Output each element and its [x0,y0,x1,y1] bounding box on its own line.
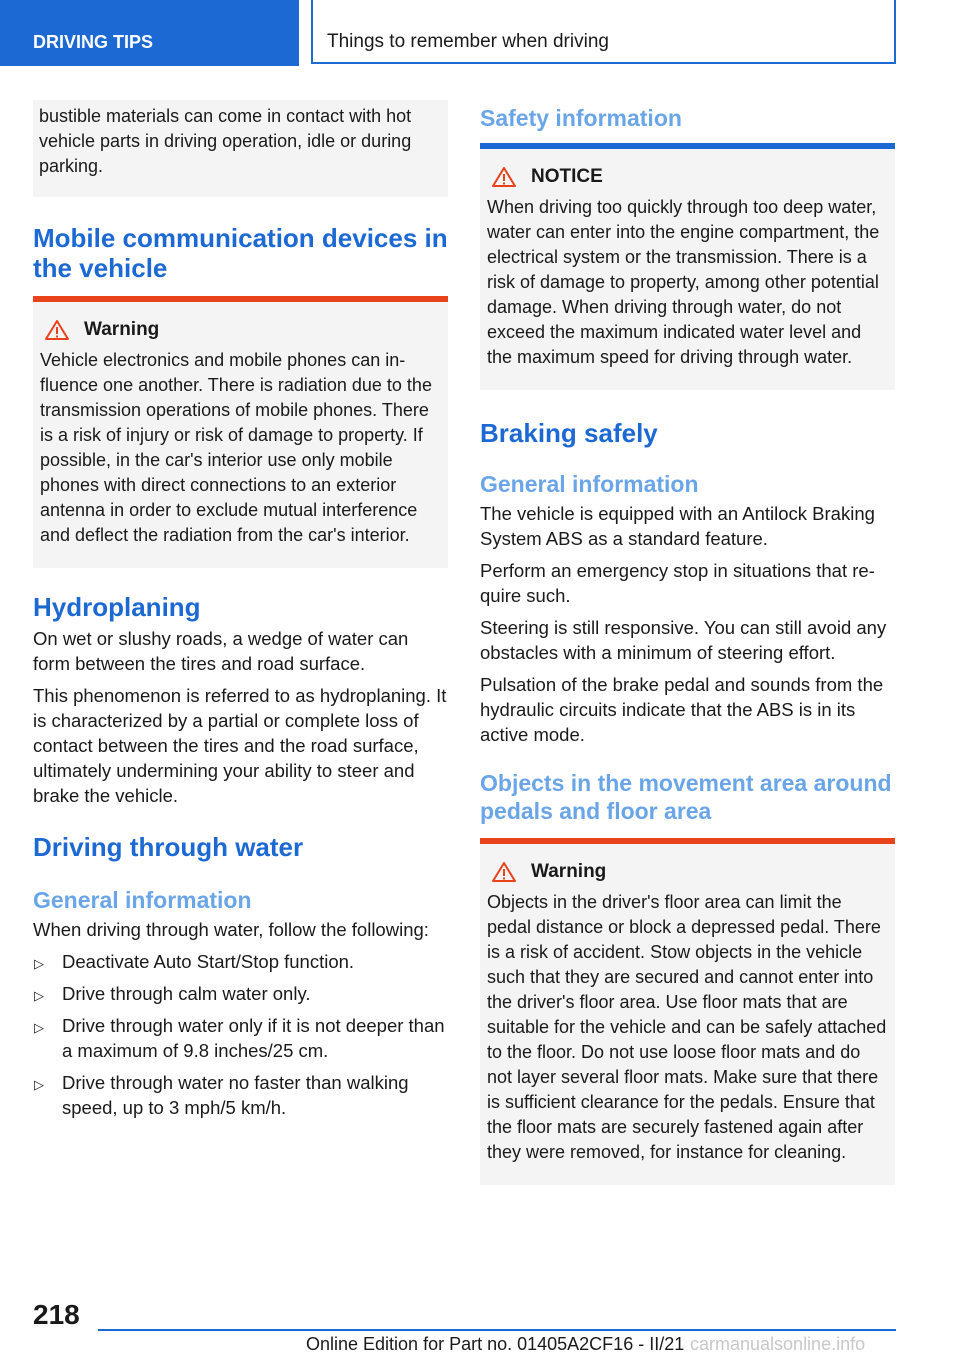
list-item: ▷ Deactivate Auto Start/Stop function. [33,949,448,974]
topic-title: Things to remember when driving [311,0,896,64]
safety-info-heading: Safety information [480,105,682,131]
warning-title: Warning [531,861,607,882]
water-general-info-heading: General information [33,887,252,913]
paragraph: Perform an emergency stop in situations that require such. [480,560,875,606]
warning-title-row [40,318,440,342]
driving-water-heading: Driving through water [33,832,304,862]
warning-triangle-icon [44,319,70,341]
warning-text: Objects in the driver's floor area can limit the pedal distance or block a depressed pedal. There is a risk of accident. Stow objects in the vehicle such that they are secured and cannot enter into the driver's floor area. Use floor mats that are suitable for the vehicle and can be safely attached to the floor. Do not use loose floor mats and do not layer several floor mats. Make sure that there is sufficient clearance for the pedals. Ensure that the floor mats are securely fastened again after they were removed, for instance for cleaning. [487,892,887,1162]
paragraph: Pulsation of the brake pedal and sounds from the hydraulic circuits indicate that the ABS is in its active mode. [480,674,884,745]
notice-title-row [487,165,887,189]
section-tab: DRIVING TIPS [0,0,299,66]
water-tips-list [33,949,448,1120]
hydroplaning-heading: Hydroplaning [33,592,201,622]
notice-title: NOTICE [531,166,603,187]
paragraph: When driving through water, follow the following: [33,919,429,940]
page-header [0,0,960,66]
paragraph: Steering is still responsive. You can still avoid any obstacles with a minimum of steering effort. [480,617,887,663]
right-column [480,100,895,1185]
watermark: carmanualsonline.info [690,1334,866,1354]
mobile-devices-heading: Mobile communication devices in the vehicle [33,223,448,283]
warning-title: Warning [84,319,160,340]
left-column [33,100,448,1127]
paragraph: The vehicle is equipped with an Antilock Braking System ABS as a standard feature. [480,503,875,549]
list-item: ▷ Drive through water only if it is not deeper than a maximum of 9.8 inches/25 cm. [34,1015,445,1061]
page-number: 218 [33,1299,80,1330]
triangle-bullet-icon: ▷ [34,956,44,971]
warning-title-row [487,860,887,884]
list-item: ▷ Drive through calm water only. [33,981,448,1006]
triangle-bullet-icon: ▷ [34,1020,44,1035]
paragraph: On wet or slushy roads, a wedge of water can form between the tires and road surface. [33,628,409,674]
triangle-bullet-icon: ▷ [34,988,44,1003]
edition-text: Online Edition for Part no. 01405A2CF16 - II/21 [306,1334,685,1354]
braking-heading: Braking safely [480,418,658,448]
continued-warning-box [33,100,448,197]
braking-general-info-heading: General information [480,471,699,497]
list-item: ▷ Drive through water no faster than walking speed, up to 3 mph/5 km/h. [34,1072,409,1118]
continued-warning-text: bustible materials can come in contact with hot vehicle parts in driving operation, idle or during parking. [39,106,412,176]
warning-triangle-icon [491,861,517,883]
warning-triangle-icon [491,166,517,188]
notice-box [480,149,895,390]
triangle-bullet-icon: ▷ [34,1077,44,1092]
paragraph: This phenomenon is referred to as hydroplaning. It is characterized by a partial or complete loss of contact between the tires and the road surface, ultimately undermining your ability to steer and brake the vehicle. [33,685,447,806]
notice-text: When driving too quickly through too deep water, water can enter into the engine compartment, the electrical system or the transmission. There is a risk of damage to property, among other potential damage. When driving through water, do not exceed the maximum indicated water level and the maximum speed for driving through water. [487,197,880,367]
mobile-warning-box [33,302,448,568]
footer-rule [98,1329,896,1331]
objects-heading: Objects in the movement area around pedals and floor area [480,770,892,824]
warning-text: Vehicle electronics and mobile phones can influence one another. There is radiation due to the transmission operations of mobile phones. There is a risk of injury or risk of damage to property. If possible, in the car's interior use only mobile phones with direct connections to an exterior antenna in order to exclude mutual interference and deflect the radiation from the car's interior. [40,350,432,545]
objects-warning-box [480,844,895,1185]
